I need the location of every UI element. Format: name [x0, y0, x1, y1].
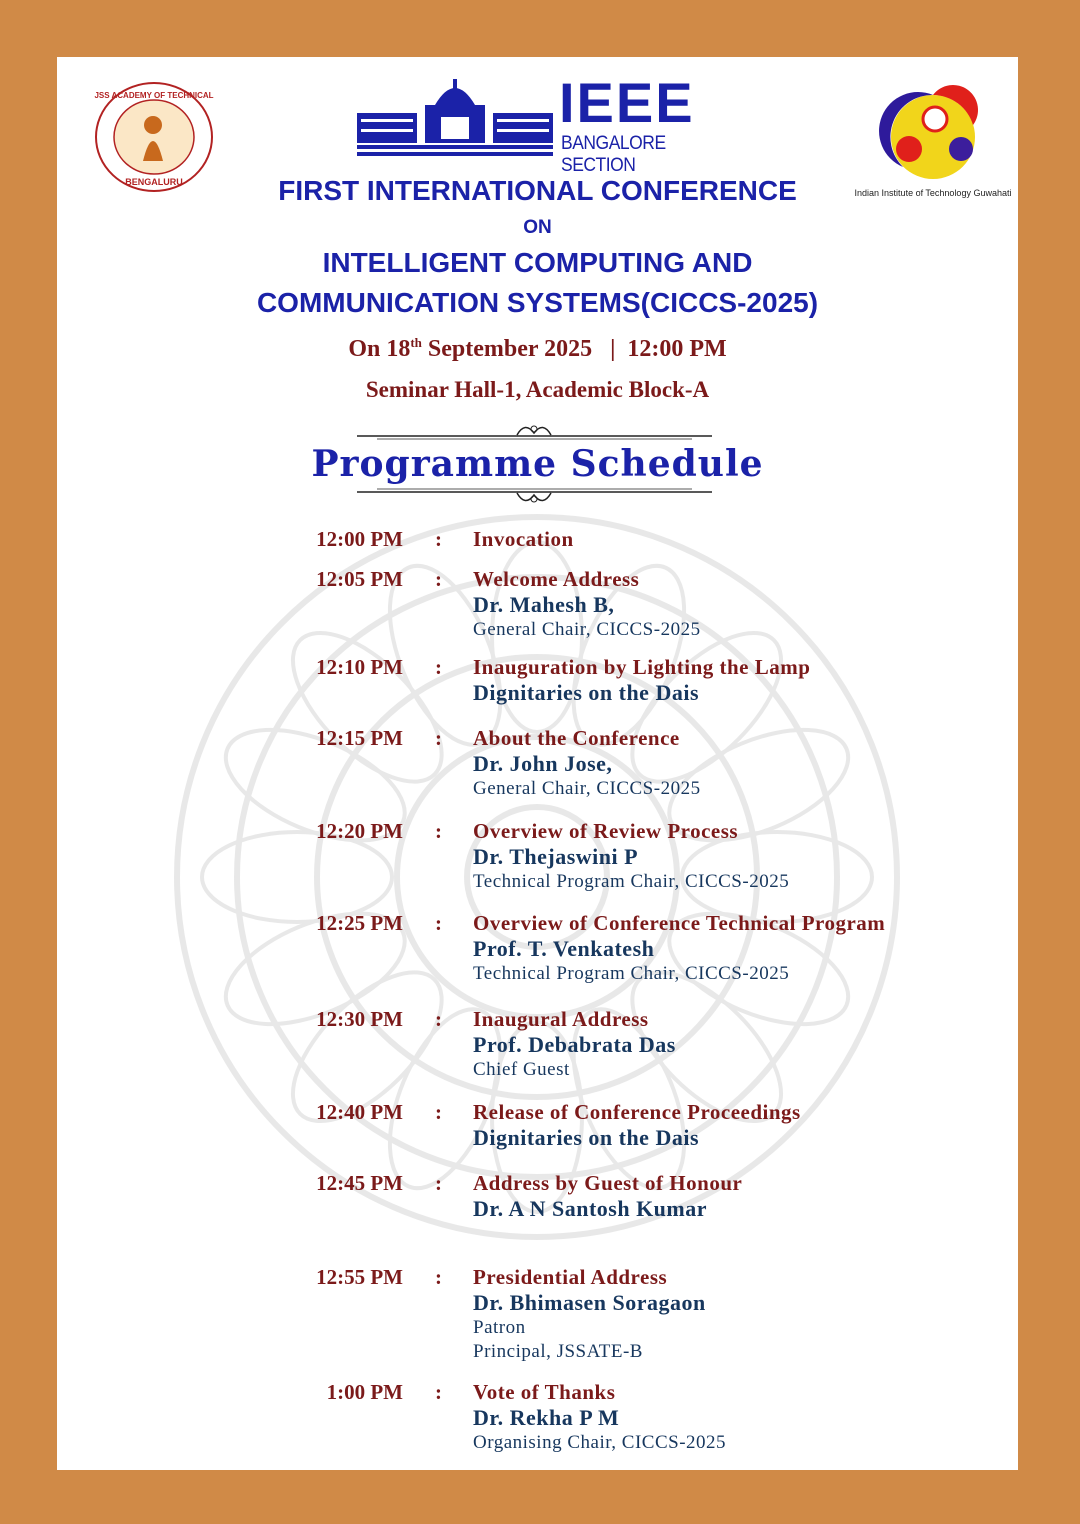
schedule-time: 12:00 PM — [316, 527, 403, 551]
schedule-time: 1:00 PM — [326, 1380, 403, 1404]
speaker-role: Technical Program Chair, CICCS-2025 — [473, 871, 790, 892]
separator-colon: : — [435, 911, 442, 935]
session-title: Presidential Address — [473, 1265, 668, 1289]
separator-colon: : — [435, 1100, 442, 1124]
conference-title-line1: FIRST INTERNATIONAL CONFERENCE — [278, 175, 797, 206]
speaker-name: Dr. Thejaswini P — [473, 844, 639, 869]
ornament-divider-top-icon — [357, 423, 712, 443]
speaker-role: Chief Guest — [473, 1059, 570, 1080]
speaker-role: Patron — [473, 1317, 526, 1338]
speaker-name: Dr. Rekha P M — [473, 1405, 620, 1430]
separator-colon: : — [435, 567, 442, 591]
schedule-time: 12:05 PM — [316, 567, 403, 591]
speaker-role: Organising Chair, CICCS-2025 — [473, 1432, 727, 1453]
separator-colon: : — [435, 527, 442, 551]
schedule-content — [473, 566, 701, 642]
svg-text:JSS ACADEMY OF TECHNICAL: JSS ACADEMY OF TECHNICAL — [94, 91, 214, 100]
event-date-time — [57, 335, 1018, 363]
session-title: Inauguration by Lighting the Lamp — [473, 655, 811, 679]
programme-schedule-heading: Programme Schedule — [311, 443, 764, 485]
schedule-content — [473, 1170, 742, 1222]
schedule-time: 12:55 PM — [316, 1265, 403, 1289]
speaker-name: Dr. Mahesh B, — [473, 592, 615, 617]
separator-colon: : — [435, 1007, 442, 1031]
speaker-name: Dignitaries on the Dais — [473, 680, 699, 705]
event-venue: Seminar Hall-1, Academic Block-A — [365, 377, 710, 402]
ornament-divider-bottom-icon — [357, 485, 712, 505]
session-title: Welcome Address — [473, 567, 640, 591]
session-title: Overview of Conference Technical Program — [473, 911, 886, 935]
svg-text:BENGALURU: BENGALURU — [125, 177, 183, 187]
schedule-time: 12:10 PM — [316, 655, 403, 679]
schedule-time: 12:40 PM — [316, 1100, 403, 1124]
speaker-role: General Chair, CICCS-2025 — [473, 619, 701, 640]
separator-colon: : — [435, 726, 442, 750]
schedule-time: 12:15 PM — [316, 726, 403, 750]
schedule-content — [473, 1099, 801, 1151]
session-title: Invocation — [473, 527, 574, 551]
separator-colon: : — [435, 655, 442, 679]
conference-title-line3: INTELLIGENT COMPUTING AND — [322, 247, 753, 278]
schedule-time: 12:25 PM — [316, 911, 403, 935]
separator-colon: : — [435, 1380, 442, 1404]
speaker-name: Prof. Debabrata Das — [473, 1032, 676, 1057]
separator-colon: : — [435, 1265, 442, 1289]
session-title: Overview of Review Process — [473, 819, 739, 843]
conference-title-on: ON — [523, 217, 552, 238]
schedule-content — [473, 818, 789, 894]
schedule-content — [473, 1379, 726, 1455]
schedule-time: 12:45 PM — [316, 1171, 403, 1195]
separator-colon: : — [435, 1171, 442, 1195]
poster — [57, 57, 1018, 1470]
separator-colon: : — [435, 819, 442, 843]
date-rest: September 2025 | 12:00 PM — [421, 336, 727, 362]
schedule-content — [473, 654, 810, 706]
speaker-name: Prof. T. Venkatesh — [473, 936, 655, 961]
speaker-name: Dr. Bhimasen Soragaon — [473, 1290, 706, 1315]
schedule-content — [473, 725, 701, 801]
schedule-content — [473, 1264, 706, 1364]
speaker-role: General Chair, CICCS-2025 — [473, 778, 701, 799]
schedule-content — [473, 1006, 676, 1082]
date-suffix: th — [410, 335, 422, 350]
schedule-time: 12:20 PM — [316, 819, 403, 843]
ieee-bangalore-logo: IEEE BANGALORE SECTION — [357, 79, 737, 159]
session-title: Address by Guest of Honour — [473, 1171, 743, 1195]
speaker-role: Principal, JSSATE-B — [473, 1341, 643, 1362]
svg-text:Indian Institute of Technology: Indian Institute of Technology Guwahati — [854, 188, 1012, 198]
speaker-name: Dignitaries on the Dais — [473, 1125, 699, 1150]
schedule-time: 12:30 PM — [316, 1007, 403, 1031]
schedule-content — [473, 910, 885, 986]
speaker-name: Dr. A N Santosh Kumar — [473, 1196, 708, 1221]
session-title: Inaugural Address — [473, 1007, 649, 1031]
speaker-name: Dr. John Jose, — [473, 751, 613, 776]
date-prefix: On 18 — [348, 336, 411, 362]
vidhana-soudha-icon — [357, 79, 553, 157]
session-title: Vote of Thanks — [473, 1380, 616, 1404]
schedule-content — [473, 526, 574, 552]
speaker-role: Technical Program Chair, CICCS-2025 — [473, 963, 790, 984]
session-title: Release of Conference Proceedings — [473, 1100, 801, 1124]
session-title: About the Conference — [473, 726, 680, 750]
conference-title-line4: COMMUNICATION SYSTEMS(CICCS-2025) — [256, 287, 819, 318]
